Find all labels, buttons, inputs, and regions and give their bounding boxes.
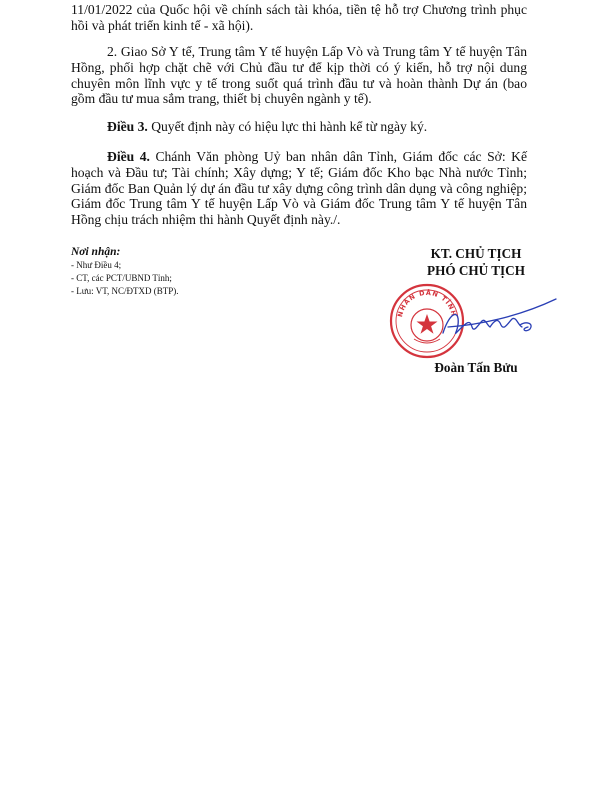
official-seal-icon [391,285,463,357]
recipients-title: Nơi nhận: [71,246,121,258]
signature-position: PHÓ CHỦ TỊCH [427,263,525,278]
signature-authority: KT. CHỦ TỊCH [430,246,522,261]
official-seal-and-signature [388,281,558,359]
recipient-item: - CT, các PCT/UBND Tỉnh; [71,273,172,283]
signer-name: Đoàn Tấn Bửu [434,360,518,375]
article-3-label: Điều 3. [107,119,148,134]
article-4-label: Điều 4. [107,149,150,164]
article-4-text: Chánh Văn phòng Uỷ ban nhân dân Tỉnh, Giám đốc các Sở: Kế hoạch và Đầu tư; Tài chính; Xây dựng; Y tế; Giám đốc Kho bạc Nhà nước Tỉnh; Giám đốc Ban Quản lý dự án đầu tư xây dựng công trình dân dụng và công nghiệp; Giám đốc Trung tâm Y tế huyện Lấp Vò và Giám đốc Trung tâm Y tế huyện Tân Hồng chịu trách nhiệm thi hành Quyết định này./. [71,149,527,228]
paragraph-clause-2: 2. Giao Sở Y tế, Trung tâm Y tế huyện Lấp Vò và Trung tâm Y tế huyện Tân Hồng, phối hợp chặt chẽ với Chủ đầu tư để kịp thời có ý kiến, hỗ trợ nội dung chuyên môn lĩnh vực y tế trong suốt quá trình đầu tư và hoàn thành Dự án (bao gồm đầu tư mua sắm trang, thiết bị chuyên ngành y tế). [71,44,527,107]
recipient-item: - Lưu: VT, NC/ĐTXD (BTP). [71,286,179,296]
recipients-block [71,245,321,298]
paragraph-article-4 [71,149,527,228]
recipient-item: - Như Điều 4; [71,260,122,270]
paragraph-continuation: 11/01/2022 của Quốc hội về chính sách tài khóa, tiền tệ hỗ trợ Chương trình phục hồi và phát triển kinh tế - xã hội). [71,2,527,33]
seal-text: NHÂN DÂN TỈNH [396,288,458,318]
paragraph-article-3 [71,119,527,135]
article-3-text: Quyết định này có hiệu lực thi hành kể từ ngày ký. [151,119,428,134]
